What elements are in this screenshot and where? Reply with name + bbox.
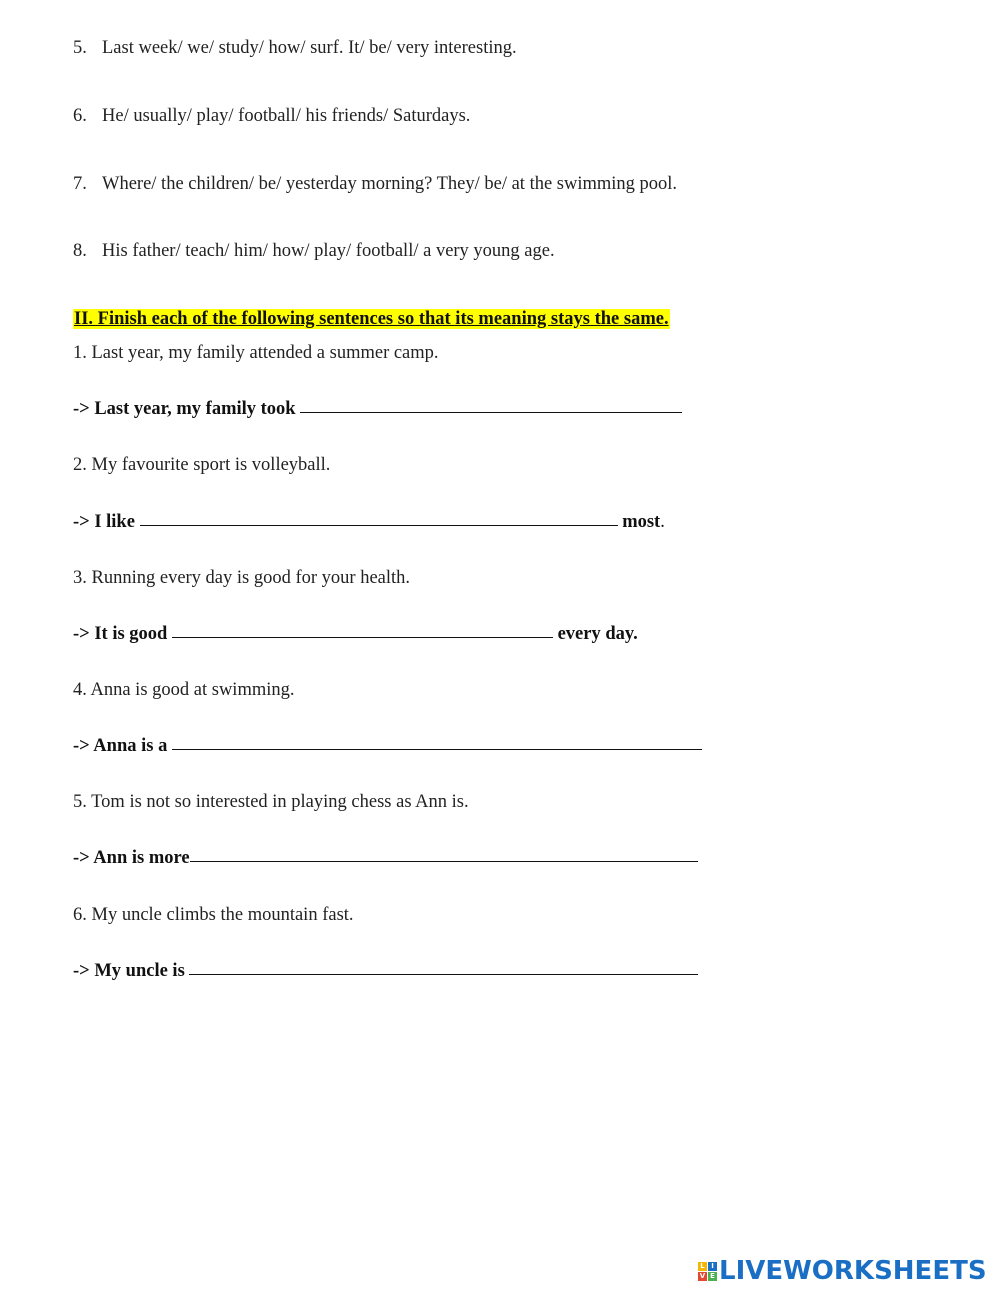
- logo-text: LIVEWORKSHEETS: [719, 1256, 987, 1286]
- answer-blank[interactable]: [172, 623, 553, 638]
- prompt-text: 4. Anna is good at swimming.: [73, 680, 295, 700]
- rewrite-answer-6: [73, 960, 698, 982]
- exercise-item-7: [73, 173, 677, 195]
- rewrite-answer-2: [73, 511, 665, 533]
- item-text: Last week/ we/ study/ how/ surf. It/ be/ very interesting.: [102, 38, 517, 58]
- logo-tile: L: [698, 1262, 707, 1271]
- section-heading-text: II. Finish each of the following sentences so that its meaning stays the same.: [74, 309, 669, 329]
- rewrite-prompt-6: [73, 904, 354, 926]
- answer-blank[interactable]: [190, 847, 698, 862]
- answer-prefix: -> Ann is more: [73, 848, 190, 868]
- item-number: 8.: [73, 241, 87, 261]
- rewrite-prompt-4: [73, 679, 295, 701]
- exercise-item-6: [73, 105, 470, 127]
- answer-prefix: -> It is good: [73, 624, 168, 644]
- answer-blank[interactable]: [189, 960, 698, 975]
- logo-tile: V: [699, 1271, 706, 1280]
- answer-input[interactable]: [190, 852, 698, 866]
- answer-end: .: [660, 512, 665, 532]
- prompt-text: 6. My uncle climbs the mountain fast.: [73, 905, 354, 925]
- rewrite-answer-4: [73, 735, 702, 757]
- answer-input[interactable]: [140, 516, 618, 530]
- item-number: 6.: [73, 106, 87, 126]
- rewrite-prompt-5: [73, 791, 469, 813]
- section-heading: [73, 308, 670, 330]
- prompt-text: 1. Last year, my family attended a summer camp.: [73, 343, 439, 363]
- answer-blank[interactable]: [300, 398, 682, 413]
- prompt-text: 5. Tom is not so interested in playing chess as Ann is.: [73, 792, 469, 812]
- item-number: 7.: [73, 174, 87, 194]
- rewrite-answer-3: [73, 623, 638, 645]
- answer-prefix: -> Anna is a: [73, 736, 168, 756]
- liveworksheets-logo: [698, 1257, 987, 1285]
- answer-blank[interactable]: [172, 735, 702, 750]
- logo-tiles-icon: [698, 1262, 717, 1281]
- rewrite-prompt-3: [73, 567, 410, 589]
- answer-prefix: -> My uncle is: [73, 961, 185, 981]
- answer-input[interactable]: [189, 965, 698, 979]
- rewrite-prompt-1: [73, 342, 439, 364]
- rewrite-answer-5: [73, 847, 698, 869]
- answer-input[interactable]: [300, 403, 682, 417]
- rewrite-prompt-2: [73, 454, 330, 476]
- answer-suffix: every day.: [557, 624, 638, 644]
- answer-prefix: -> Last year, my family took: [73, 399, 296, 419]
- answer-input[interactable]: [172, 740, 702, 754]
- answer-input[interactable]: [172, 628, 553, 642]
- logo-tile: I: [708, 1262, 717, 1271]
- prompt-text: 2. My favourite sport is volleyball.: [73, 455, 331, 475]
- exercise-item-5: [73, 37, 517, 59]
- answer-prefix: -> I like: [73, 512, 135, 532]
- logo-tile: E: [708, 1272, 717, 1281]
- rewrite-answer-1: [73, 398, 682, 420]
- prompt-text: 3. Running every day is good for your health.: [73, 568, 411, 588]
- item-text: His father/ teach/ him/ how/ play/ football/ a very young age.: [102, 241, 555, 261]
- exercise-item-8: [73, 240, 555, 262]
- item-text: Where/ the children/ be/ yesterday morning? They/ be/ at the swimming pool.: [102, 174, 678, 194]
- answer-suffix: most: [622, 512, 661, 532]
- item-number: 5.: [73, 38, 87, 58]
- answer-blank[interactable]: [140, 511, 618, 526]
- item-text: He/ usually/ play/ football/ his friends/ Saturdays.: [102, 106, 471, 126]
